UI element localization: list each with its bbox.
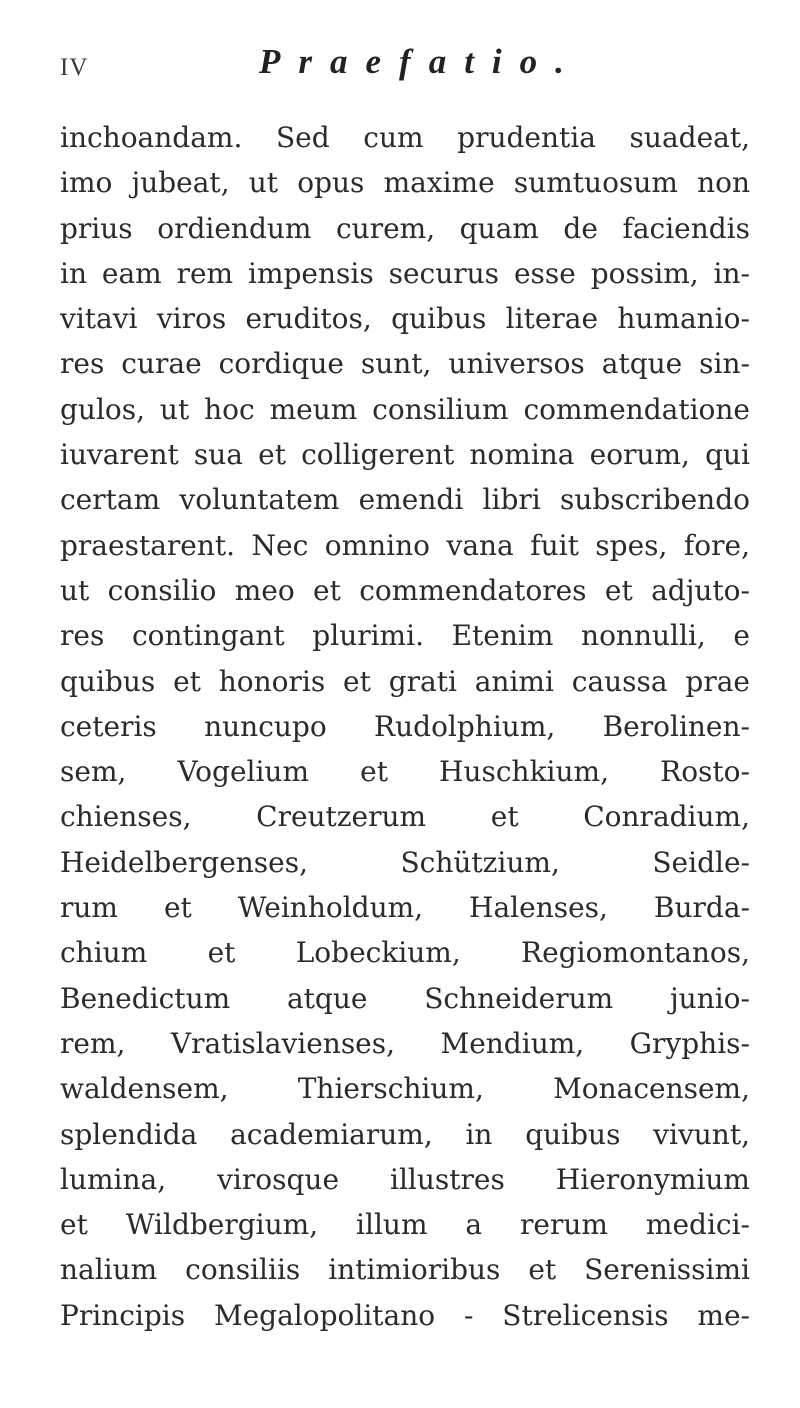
text-line: lumina, virosque illustres Hieronymium <box>60 1162 750 1196</box>
text-line: waldensem, Thierschium, Monacensem, <box>60 1072 750 1106</box>
text-line: ceteris nuncupo Rudolphium, Berolinen- <box>60 709 750 743</box>
text-line: iuvarent sua et colligerent nomina eorum, qui <box>60 438 750 472</box>
text-line: Principis Megalopolitano - Strelicensis me- <box>60 1298 750 1332</box>
text-line: Heidelbergenses, Schützium, Seidle- <box>60 845 750 879</box>
text-line: sem, Vogelium et Huschkium, Rosto- <box>60 755 750 789</box>
text-line: prius ordiendum curem, quam de faciendis <box>60 211 750 245</box>
text-line: chienses, Creutzerum et Conradium, <box>60 800 750 834</box>
text-line: et Wildbergium, illum a rerum medici- <box>60 1208 750 1242</box>
text-line: praestarent. Nec omnino vana fuit spes, fore, <box>60 528 750 562</box>
text-line: quibus et honoris et grati animi caussa prae <box>60 664 750 698</box>
page-number: IV <box>60 54 89 81</box>
text-line: splendida academiarum, in quibus vivunt, <box>60 1117 750 1151</box>
text-line: res curae cordique sunt, universos atque sin- <box>60 347 750 381</box>
body-text <box>60 115 750 1338</box>
text-line: vitavi viros eruditos, quibus literae humanio- <box>60 302 750 336</box>
text-line: in eam rem impensis securus esse possim, in- <box>60 256 750 290</box>
text-line: certam voluntatem emendi libri subscribendo <box>60 483 750 517</box>
text-line: Benedictum atque Schneiderum junio- <box>60 981 750 1015</box>
text-line: nalium consiliis intimioribus et Serenissimi <box>60 1253 750 1287</box>
text-line: inchoandam. Sed cum prudentia suadeat, <box>60 121 750 154</box>
text-line: gulos, ut hoc meum consilium commendatione <box>60 392 750 426</box>
text-line: res contingant plurimi. Etenim nonnulli, e <box>60 619 750 653</box>
text-line: rem, Vratislavienses, Mendium, Gryphis- <box>60 1026 750 1060</box>
page-header <box>60 42 740 92</box>
text-line: imo jubeat, ut opus maxime sumtuosum non <box>60 166 750 200</box>
text-line: rum et Weinholdum, Halenses, Burda- <box>60 891 750 925</box>
running-head: Praefatio. <box>259 42 582 81</box>
text-line: chium et Lobeckium, Regiomontanos, <box>60 936 750 970</box>
text-line: ut consilio meo et commendatores et adjuto- <box>60 573 750 607</box>
